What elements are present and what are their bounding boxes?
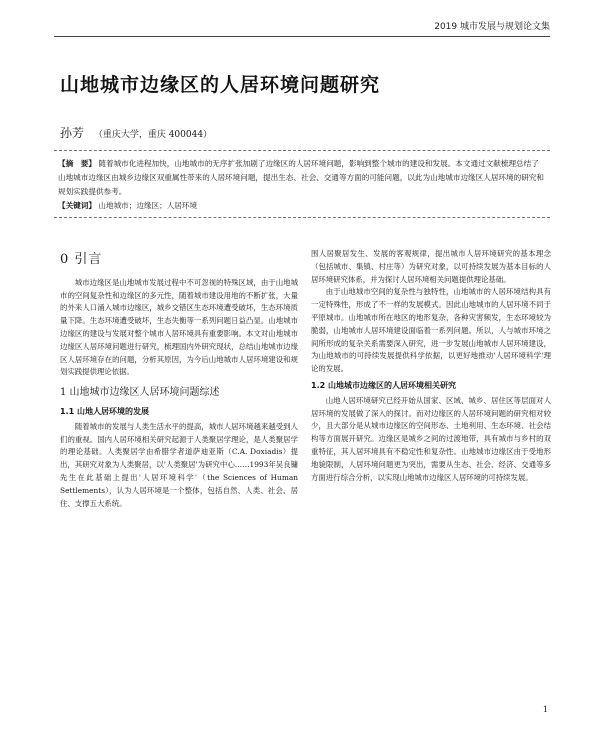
abstract-box [54, 150, 550, 218]
paper-title: 山地城市边缘区的人居环境问题研究 [60, 74, 381, 96]
body-paragraph-1-2: 山地人居环境研究已经开始从国家、区域、城乡、居住区等层面对人居环境的发展做了深入的探讨。而对边缘区的人居环境问题的研究相对较少，且大部分是从城市边缘区的空间形态、土地利用、生态环境、社会结构等方面展开研究。边缘区是城乡之间的过渡地带，具有城市与乡村的双重特征，其人居环境具有不稳定性和复杂性。山地城市边缘区由于受地形地貌限制，人居环境问题更为突出，需要从生态、社会、经济、交通等多方面进行综合分析，以实现山地城市边缘区人居环境的可持续发展。 [311, 395, 551, 482]
body-paragraph-1-1: 随着城市的发展与人类生活水平的提高，城市人居环境越来越受到人们的重视。国内人居环境相关研究起源于人类聚居学理论，是人类聚居学的理论基础。人类聚居学由希腊学者道萨迪亚斯（C.A. Doxiadis）提出，其研究对象为人类聚居，以'人类聚居'为研究中心……1993年吴良镛先生在此基础上提出'人居环境科学'（the Sciences of Human Settlements），认为人居环境是一个整体，包括自然、人类、社会、居住、支撑五大系统。 [60, 421, 298, 508]
subsection-heading-1-2: 1.2 山地城市边缘区的人居环境相关研究 [311, 380, 456, 390]
section-heading-1: 1 山地城市边缘区人居环境问题综述 [60, 387, 220, 399]
body-paragraph-2: 由于山地城市空间的复杂性与独特性，山地城市的人居环境结构具有一定特殊性，形成了不一样的发展模式。因此山地城市的人居环境不同于平原城市。山地城市所在地区的地形复杂，各种灾害频发，生态环境较为脆弱，山地城市人居环境建设面临着一系列问题。所以，人与城市环境之间所形成的复杂关系需要深入研究，进一步发展山地城市人居环境建设，为山地城市的可持续发展提供科学依据，以更好地推动'人居环境科学'理论的发展。 [311, 287, 551, 374]
intro-paragraph: 城市边缘区是山地城市发展过程中不可忽视的特殊区域，由于山地城市的空间复杂性和边缘区的多元性，随着城市建设用地的不断扩张，大量的外来人口涌入城市边缘区，城乡交错区生态环境遭受破坏，生态环境质量下降。生态环境遭受破坏，生态失衡等一系列问题日益凸显。山地城市边缘区的建设与发展对整个城市人居环境具有重要影响。本文对山地城市边缘区人居环境问题进行研究，梳理国内外研究现状，总结山地城市边缘区人居环境存在的问题，分析其原因，为今后山地城市人居环境建设和规划实践提供理论依据。 [60, 277, 298, 377]
page-number: 1 [542, 705, 548, 714]
body-paragraph-cont: 围人居聚居发生、发展的客观规律，提出城市人居环境研究的基本理念（包括城市、集镇、村庄等）为研究对象，以可持续发展为基本目标的人居环境研究体系，并为探讨人居环境相关问题提供理论基础。 [311, 249, 551, 284]
author-name: 孙芳 [60, 126, 85, 140]
author-line [60, 124, 212, 141]
keywords-paragraph [58, 199, 546, 213]
running-header [54, 18, 550, 37]
abstract-text: 随着城市化进程加快，山地城市的无序扩张加剧了边缘区的人居环境问题，影响到整个城市的建设和发展。本文通过文献梳理总结了山地城市边缘区由城乡边缘区双重属性带来的人居环境问题，提出生态、社会、交通等方面的可能问题，以此为山地城市边缘区人居环境的研究和规划实践提供参考。 [58, 159, 544, 196]
keywords-label: 【关键词】 [58, 201, 96, 210]
abstract-label: 【摘 要】 [58, 159, 96, 168]
abstract-paragraph [58, 157, 546, 199]
author-affiliation: （重庆大学，重庆 400044） [93, 130, 213, 140]
subsection-heading-1-1: 1.1 山地人居环境的发展 [60, 406, 149, 416]
section-heading-intro: 0 引言 [60, 252, 103, 267]
running-title: 2019 城市发展与规划论文集 [434, 22, 550, 32]
keywords-text: 山地城市；边缘区；人居环境 [98, 201, 198, 210]
left-column [60, 248, 298, 510]
right-column [311, 248, 551, 484]
